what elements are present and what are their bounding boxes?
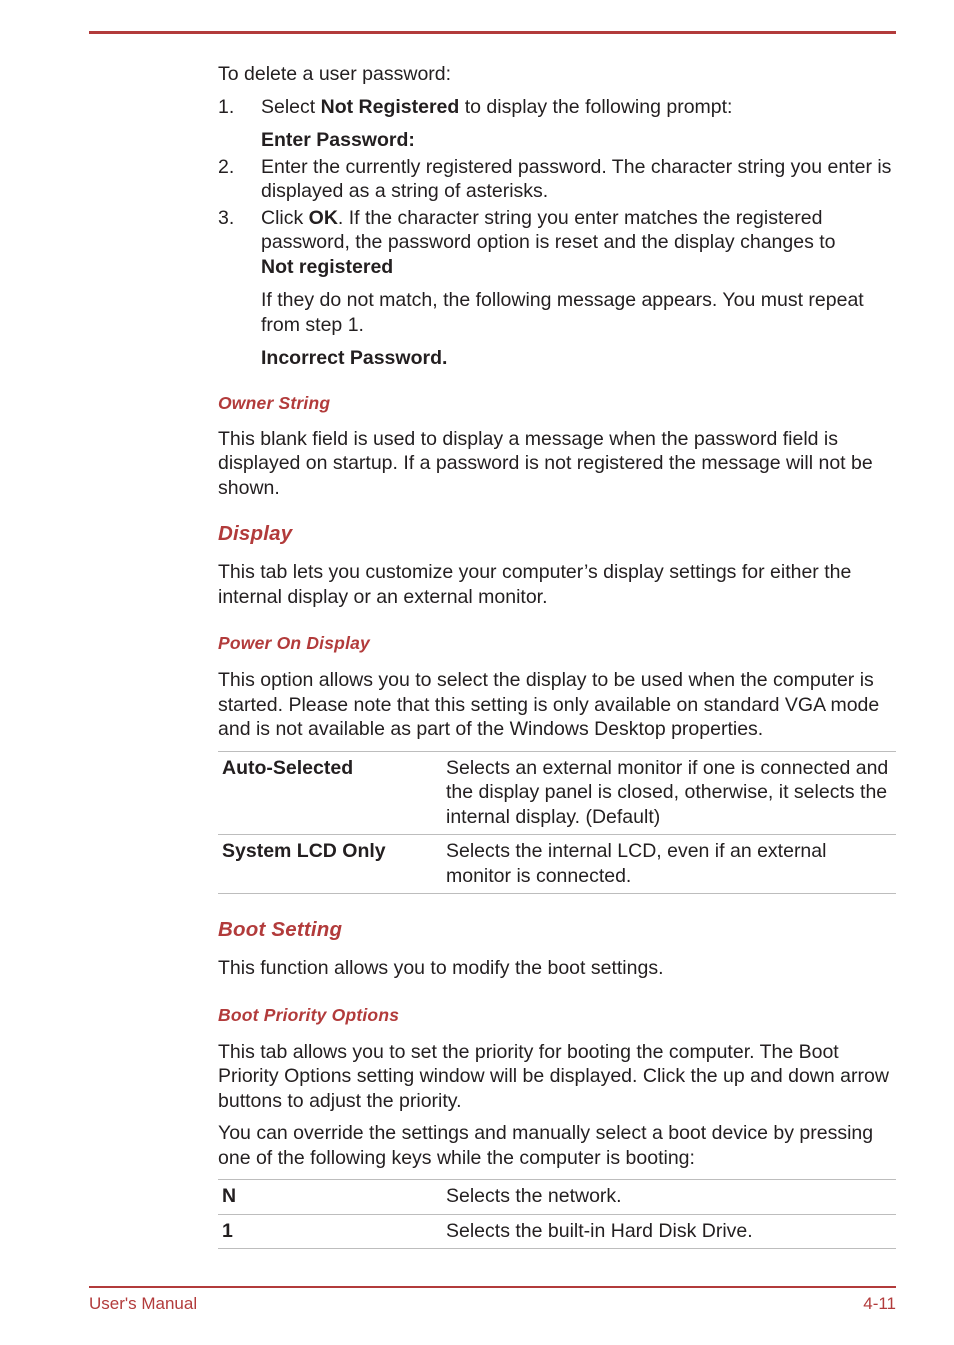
boot-keys-table <box>218 1179 896 1249</box>
step-2 <box>218 155 896 204</box>
table-row <box>218 1180 896 1215</box>
boot-priority-heading: Boot Priority Options <box>218 1004 400 1025</box>
option-key: System LCD Only <box>222 840 386 862</box>
option-key: Auto-Selected <box>222 756 354 779</box>
intro-text: To delete a user password: <box>218 63 452 85</box>
boot-setting-heading: Boot Setting <box>218 918 343 941</box>
step-bold: OK <box>308 206 338 229</box>
mismatch-text: If they do not match, the following message appears. You must repeat from step 1. <box>261 289 864 336</box>
table-row <box>218 751 896 835</box>
incorrect-password-prompt: Incorrect Password. <box>261 347 448 369</box>
key-name: N <box>222 1185 237 1207</box>
table-row <box>218 835 896 894</box>
footer-page-number: 4-11 <box>863 1294 896 1313</box>
step-text: to display the following prompt: <box>459 95 733 118</box>
boot-priority-body-1: This tab allows you to set the priority for booting the computer. The Boot Priority Options setting window will be displayed. Click the up and down arrow buttons to adjust the priority. <box>218 1040 889 1112</box>
step-1 <box>218 95 896 120</box>
owner-string-body: This blank field is used to display a message when the password field is displayed on startup. If a password is not registered the message will not be shown. <box>218 427 873 499</box>
key-description: Selects the built-in Hard Disk Drive. <box>446 1219 753 1242</box>
boot-priority-body-2: You can override the settings and manually select a boot device by pressing one of the following keys while the computer is booting: <box>218 1122 874 1169</box>
table-row <box>218 1214 896 1249</box>
enter-password-prompt: Enter Password: <box>261 129 415 151</box>
step-3 <box>218 206 896 280</box>
step-bold: Not registered <box>261 255 394 278</box>
option-value: Selects the internal LCD, even if an external monitor is connected. <box>446 840 827 887</box>
power-on-display-heading: Power On Display <box>218 633 370 653</box>
footer-manual-title: User's Manual <box>89 1294 198 1313</box>
step-bold: Not Registered <box>320 95 460 118</box>
step-number: 3. <box>218 206 235 229</box>
step-text: Select <box>261 95 321 118</box>
key-name: 1 <box>222 1219 233 1242</box>
step-text: . If the character string you enter matches the registered password, the password option is reset and the display changes to <box>261 206 836 253</box>
header-rule <box>89 31 896 34</box>
page-content <box>218 62 896 1249</box>
display-body: This tab lets you customize your computer’s display settings for either the internal display or an external monitor. <box>218 561 852 608</box>
step-number: 1. <box>218 95 235 118</box>
owner-string-heading: Owner String <box>218 392 331 413</box>
key-description: Selects the network. <box>446 1185 622 1207</box>
step-text: Enter the currently registered password. The character string you enter is displayed as a string of asterisks. <box>261 155 892 202</box>
step-number: 2. <box>218 155 235 178</box>
step-text: Click <box>261 206 309 229</box>
power-on-display-body: This option allows you to select the display to be used when the computer is started. Please note that this setting is only available on standard VGA mode and is not available as part of the Windows Desktop properties. <box>218 669 880 740</box>
power-on-display-table <box>218 751 896 895</box>
footer-rule <box>89 1286 896 1288</box>
boot-setting-body: This function allows you to modify the boot settings. <box>218 957 664 979</box>
display-heading: Display <box>218 522 293 545</box>
option-value: Selects an external monitor if one is connected and the display panel is closed, otherwise, it selects the internal display. (Default) <box>446 756 889 828</box>
